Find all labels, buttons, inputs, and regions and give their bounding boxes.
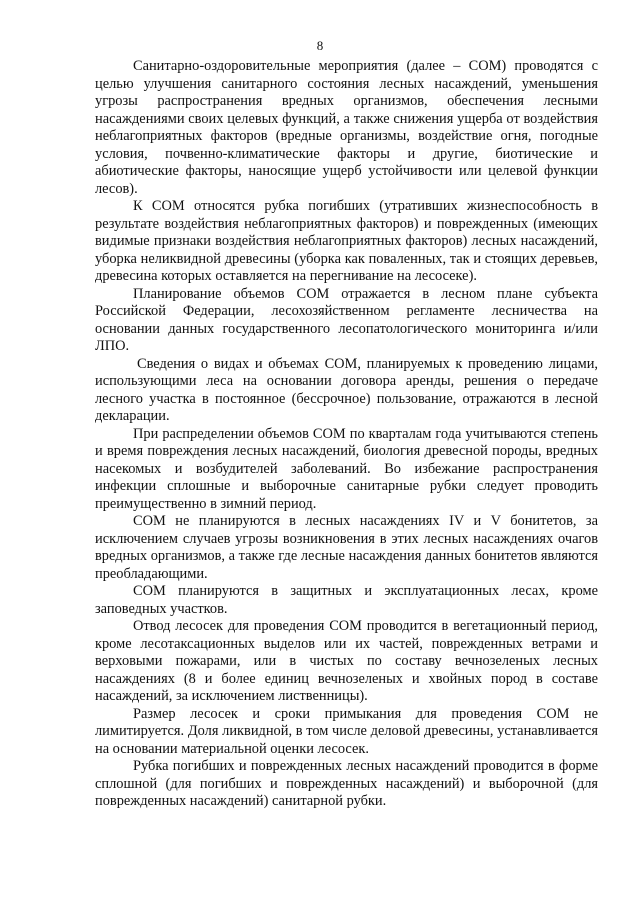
paragraph-felling-forms: Рубка погибших и поврежденных лесных насаждений проводится в форме сплошной (для погибших и поврежденных насаждений) и выборочной (для поврежденных насаждений) санитарной рубки.	[95, 758, 598, 809]
paragraph-protective-forests: СОМ планируются в защитных и эксплуатационных лесах, кроме заповедных участков.	[95, 583, 598, 617]
paragraph-quarterly-distribution: При распределении объемов СОМ по кварталам года учитываются степень и время повреждения лесных насаждений, биология древесной породы, вредных насекомых и возбудителей заболеваний. Во избежание распространения инфекции сплошные и выборочные санитарные рубки следует проводить преимущественно в зимний период.	[95, 425, 598, 512]
paragraph-som-definition: Санитарно-оздоровительные мероприятия (далее – СОМ) проводятся с целью улучшения санитарного состояния лесных насаждений, уменьшения угрозы распространения вредных организмов, обеспечения лесными насаждениями своих целевых функций, а также снижения ущерба от воздействия неблагоприятных факторов (вредные организмы, воздействие огня, погодные условия, почвенно-климатические факторы и другие, биотические и абиотические факторы, наносящие ущерб устойчивости или целевой функции лесов).	[95, 58, 598, 197]
paragraph-cutting-area-allocation: Отвод лесосек для проведения СОМ проводится в вегетационный период, кроме лесотаксационных выделов или их частей, поврежденных ветрами и верховыми пожарами, или в чистых по составу вечнозеленых лесных насаждениях (8 и более единиц вечнозеленых и хвойных пород в составе насаждений, за исключением лиственницы).	[95, 618, 598, 704]
paragraph-forest-declaration: Сведения о видах и объемах СОМ, планируемых к проведению лицами, использующими леса на основании договора аренды, решения о передаче лесного участка в постоянное (бессрочное) пользование, отражаются в лесной декларации.	[95, 355, 598, 424]
paragraph-som-planning: Планирование объемов СОМ отражается в лесном плане субъекта Российской Федерации, лесохозяйственном регламенте лесничества на основании данных государственного лесопатологического мониторинга и/или ЛПО.	[95, 285, 598, 354]
paragraph-cutting-area-size: Размер лесосек и сроки примыкания для проведения СОМ не лимитируется. Доля ликвидной, в том числе деловой древесины, устанавливается на основании материальной оценки лесосек.	[95, 705, 598, 757]
paragraph-som-types: К СОМ относятся рубка погибших (утративших жизнеспособность в результате воздействия неблагоприятных факторов) и поврежденных (имеющих видимые признаки воздействия неблагоприятных факторов) лесных насаждений, уборка неликвидной древесины (уборка как поваленных, так и стоящих деревьев, древесина которых оставляется на перегнивание на лесосеке).	[95, 198, 598, 284]
paragraph-bonitet-exclusion: СОМ не планируются в лесных насаждениях IV и V бонитетов, за исключением случаев угрозы возникновения в этих лесных насаждениях очагов вредных организмов, а также где лесные насаждения данных бонитетов являются преобладающими.	[95, 513, 598, 582]
page-number: 8	[316, 38, 324, 53]
document-body	[95, 58, 598, 811]
